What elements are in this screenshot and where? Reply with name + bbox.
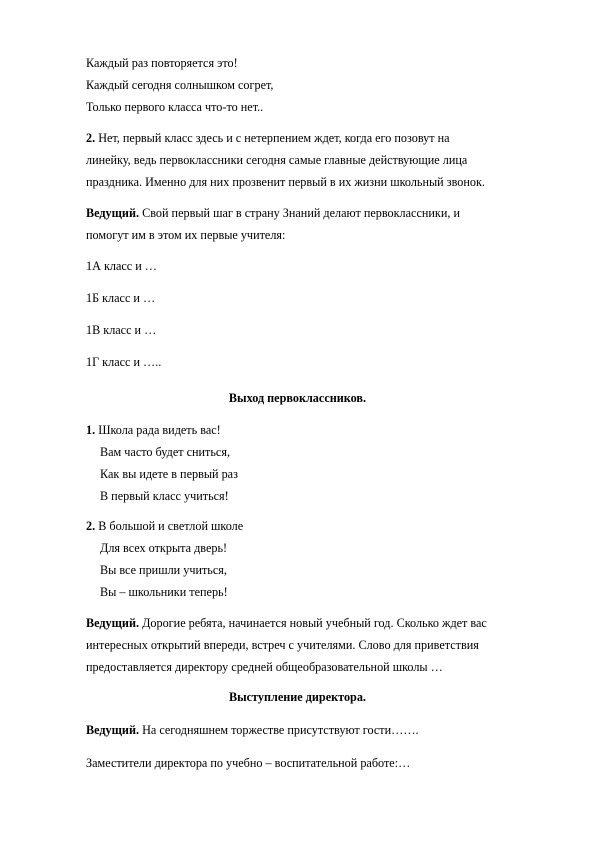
poem-1-text-1: Школа рада видеть вас!	[98, 423, 221, 437]
para-2-line-3: праздника. Именно для них прозвенит первый в их жизни школьный звонок.	[86, 175, 485, 189]
deputies-line: Заместители директора по учебно – воспитательной работе:…	[86, 756, 411, 770]
heading-director	[0, 690, 595, 704]
para-2-number: 2.	[86, 131, 96, 145]
poem-2-line-1	[86, 519, 243, 533]
heading-exit-text: Выход первоклассников.	[228, 391, 367, 405]
host-3-speaker: Ведущий.	[86, 723, 140, 737]
para-2-text-1: Нет, первый класс здесь и с нетерпением ждет, когда его позовут на	[98, 131, 450, 145]
para-2-line-1	[86, 131, 450, 145]
host-1-speaker: Ведущий.	[86, 206, 140, 220]
heading-exit	[0, 391, 595, 405]
class-1g: 1Г класс и …..	[86, 355, 162, 369]
host-2-line-2: интересных открытий впереди, встреч с учителями. Слово для приветствия	[86, 638, 479, 652]
host-2-line-3: предоставляется директору средней общеобразовательной школы …	[86, 660, 443, 674]
class-1b: 1Б класс и …	[86, 291, 156, 305]
poem-1-line-1	[86, 423, 221, 437]
host-3-line	[86, 723, 419, 737]
host-2-speaker: Ведущий.	[86, 616, 140, 630]
poem-2-line-2: Для всех открыта дверь!	[100, 541, 228, 555]
poem-1-number: 1.	[86, 423, 96, 437]
host-1-line-1	[86, 206, 460, 220]
poem-1-line-3: Как вы идете в первый раз	[100, 467, 238, 481]
host-1-line-2: помогут им в этом их первые учителя:	[86, 228, 286, 242]
poem-2-text-1: В большой и светлой школе	[98, 519, 244, 533]
poem-1-line-4: В первый класс учиться!	[100, 489, 229, 503]
poem-2-line-4: Вы – школьники теперь!	[100, 585, 228, 599]
poem-2-number: 2.	[86, 519, 96, 533]
para-2-line-2: линейку, ведь первоклассники сегодня самые главные действующие лица	[86, 153, 468, 167]
host-2-text-1: Дорогие ребята, начинается новый учебный год. Сколько ждет вас	[142, 616, 487, 630]
host-2-line-1	[86, 616, 487, 630]
poem-1-line-2: Вам часто будет сниться,	[100, 445, 230, 459]
class-1a: 1А класс и …	[86, 259, 157, 273]
poem-top-line-1: Каждый раз повторяется это!	[86, 56, 238, 70]
poem-top-line-3: Только первого класса что-то нет..	[86, 100, 264, 114]
host-3-text: На сегодняшнем торжестве присутствуют гости…….	[142, 723, 419, 737]
poem-top-line-2: Каждый сегодня солнышком согрет,	[86, 78, 274, 92]
poem-2-line-3: Вы все пришли учиться,	[100, 563, 227, 577]
host-1-text-1: Свой первый шаг в страну Знаний делают первоклассники, и	[142, 206, 460, 220]
heading-director-text: Выступление директора.	[229, 690, 366, 704]
class-1v: 1В класс и …	[86, 323, 157, 337]
